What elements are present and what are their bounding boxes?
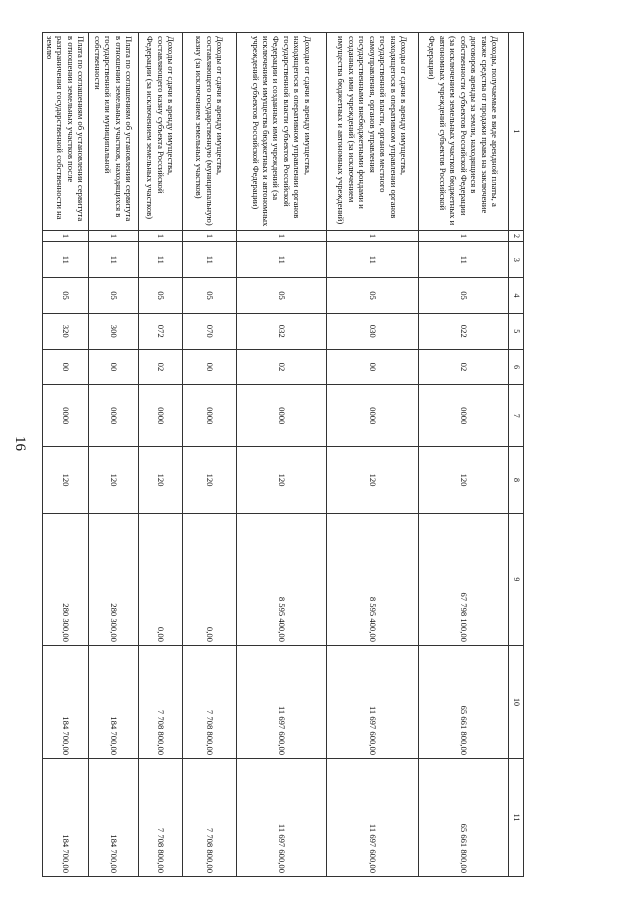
cell-col7: 0000 — [183, 385, 237, 447]
cell-col9: 280 300,00 — [89, 513, 139, 645]
cell-col6: 00 — [89, 349, 139, 385]
header-cell: 6 — [509, 349, 524, 385]
cell-col9: 8 595 400,00 — [237, 513, 327, 645]
cell-col6: 02 — [237, 349, 327, 385]
cell-col4: 05 — [139, 278, 183, 314]
table-row — [327, 33, 419, 877]
cell-col3: 11 — [43, 242, 89, 278]
cell-col11: 184 700,00 — [43, 759, 89, 877]
header-cell: 9 — [509, 513, 524, 645]
row-description: Плата по соглашениям об установлении сервитута в отношении земельных участков после разграничения государственной собственности на землю — [43, 33, 89, 231]
cell-col4: 05 — [89, 278, 139, 314]
cell-col7: 0000 — [89, 385, 139, 447]
cell-col2: 1 — [89, 230, 139, 242]
header-cell: 4 — [509, 278, 524, 314]
cell-col11: 7 708 800,00 — [183, 759, 237, 877]
cell-col9: 8 595 400,00 — [327, 513, 419, 645]
cell-col3: 11 — [139, 242, 183, 278]
cell-col2: 1 — [419, 230, 509, 242]
page-number: 16 — [12, 436, 28, 451]
cell-col7: 0000 — [419, 385, 509, 447]
table-row — [43, 33, 89, 877]
table-row — [89, 33, 139, 877]
cell-col4: 05 — [237, 278, 327, 314]
header-row — [509, 33, 524, 877]
cell-col6: 00 — [43, 349, 89, 385]
rotated-sheet — [44, 32, 524, 877]
cell-col11: 184 700,00 — [89, 759, 139, 877]
cell-col9: 280 300,00 — [43, 513, 89, 645]
cell-col4: 05 — [183, 278, 237, 314]
cell-col2: 1 — [139, 230, 183, 242]
row-description: Доходы от сдачи в аренду имущества, составляющего государственную (муниципальную) казну (за исключением земельных участков) — [183, 33, 237, 231]
cell-col8: 120 — [89, 447, 139, 514]
cell-col6: 02 — [419, 349, 509, 385]
cell-col8: 120 — [419, 447, 509, 514]
cell-col5: 032 — [237, 313, 327, 349]
cell-col6: 00 — [327, 349, 419, 385]
cell-col5: 030 — [327, 313, 419, 349]
header-cell: 11 — [509, 759, 524, 877]
row-description: Доходы от сдачи в аренду имущества, находящегося в оперативном управлении органов государственной власти субъектов Российской Федерации и созданных ими учреждений (за исключением имущества бюджетных и автономных учреждений субъектов Российской Федерации) — [237, 33, 327, 231]
cell-col11: 7 708 800,00 — [139, 759, 183, 877]
cell-col10: 184 700,00 — [89, 645, 139, 758]
cell-col5: 022 — [419, 313, 509, 349]
header-cell: 5 — [509, 313, 524, 349]
cell-col8: 120 — [43, 447, 89, 514]
cell-col9: 67 798 100,00 — [419, 513, 509, 645]
cell-col5: 070 — [183, 313, 237, 349]
cell-col9: 0,00 — [139, 513, 183, 645]
cell-col2: 1 — [43, 230, 89, 242]
row-description: Доходы, получаемые в виде арендной платы, а также средства от продажи права на заключение договоров аренды за земли, находящиеся в собственности субъектов Российской Федерации (за исключением земельных участков бюджетных и автономных учреждений субъектов Российской Федерации) — [419, 33, 509, 231]
cell-col8: 120 — [327, 447, 419, 514]
cell-col3: 11 — [89, 242, 139, 278]
cell-col7: 0000 — [237, 385, 327, 447]
row-description: Плата по соглашениям об установлении сервитута в отношении земельных участков, находящихся в государственной или муниципальной собственности — [89, 33, 139, 231]
cell-col9: 0,00 — [183, 513, 237, 645]
cell-col5: 320 — [43, 313, 89, 349]
cell-col4: 05 — [327, 278, 419, 314]
cell-col11: 65 661 800,00 — [419, 759, 509, 877]
cell-col7: 0000 — [43, 385, 89, 447]
cell-col4: 05 — [43, 278, 89, 314]
cell-col10: 184 700,00 — [43, 645, 89, 758]
cell-col7: 0000 — [139, 385, 183, 447]
cell-col2: 1 — [327, 230, 419, 242]
cell-col6: 00 — [183, 349, 237, 385]
cell-col2: 1 — [183, 230, 237, 242]
cell-col10: 7 708 800,00 — [183, 645, 237, 758]
cell-col11: 11 697 600,00 — [327, 759, 419, 877]
cell-col3: 11 — [419, 242, 509, 278]
table-row — [139, 33, 183, 877]
cell-col10: 7 708 800,00 — [139, 645, 183, 758]
revenue-table — [42, 32, 524, 877]
cell-col7: 0000 — [327, 385, 419, 447]
header-cell: 3 — [509, 242, 524, 278]
cell-col6: 02 — [139, 349, 183, 385]
table-row — [419, 33, 509, 877]
cell-col5: 300 — [89, 313, 139, 349]
cell-col10: 11 697 600,00 — [327, 645, 419, 758]
header-cell: 7 — [509, 385, 524, 447]
cell-col10: 11 697 600,00 — [237, 645, 327, 758]
cell-col3: 11 — [237, 242, 327, 278]
cell-col8: 120 — [183, 447, 237, 514]
header-cell: 2 — [509, 230, 524, 242]
header-cell: 8 — [509, 447, 524, 514]
cell-col4: 05 — [419, 278, 509, 314]
cell-col8: 120 — [139, 447, 183, 514]
cell-col3: 11 — [183, 242, 237, 278]
row-description: Доходы от сдачи в аренду имущества, составляющего казну субъекта Российской Федерации (за исключением земельных участков) — [139, 33, 183, 231]
table-row — [183, 33, 237, 877]
cell-col5: 072 — [139, 313, 183, 349]
row-description: Доходы от сдачи в аренду имущества, находящегося в оперативном управлении органов государственной власти, органов местного самоуправления, органов управления государственными внебюджетными фондами и созданных ими учреждений (за исключением имущества бюджетных и автономных учреждений) — [327, 33, 419, 231]
header-cell: 10 — [509, 645, 524, 758]
cell-col3: 11 — [327, 242, 419, 278]
table-row — [237, 33, 327, 877]
cell-col2: 1 — [237, 230, 327, 242]
cell-col10: 65 661 800,00 — [419, 645, 509, 758]
cell-col8: 120 — [237, 447, 327, 514]
header-cell: 1 — [509, 33, 524, 231]
cell-col11: 11 697 600,00 — [237, 759, 327, 877]
